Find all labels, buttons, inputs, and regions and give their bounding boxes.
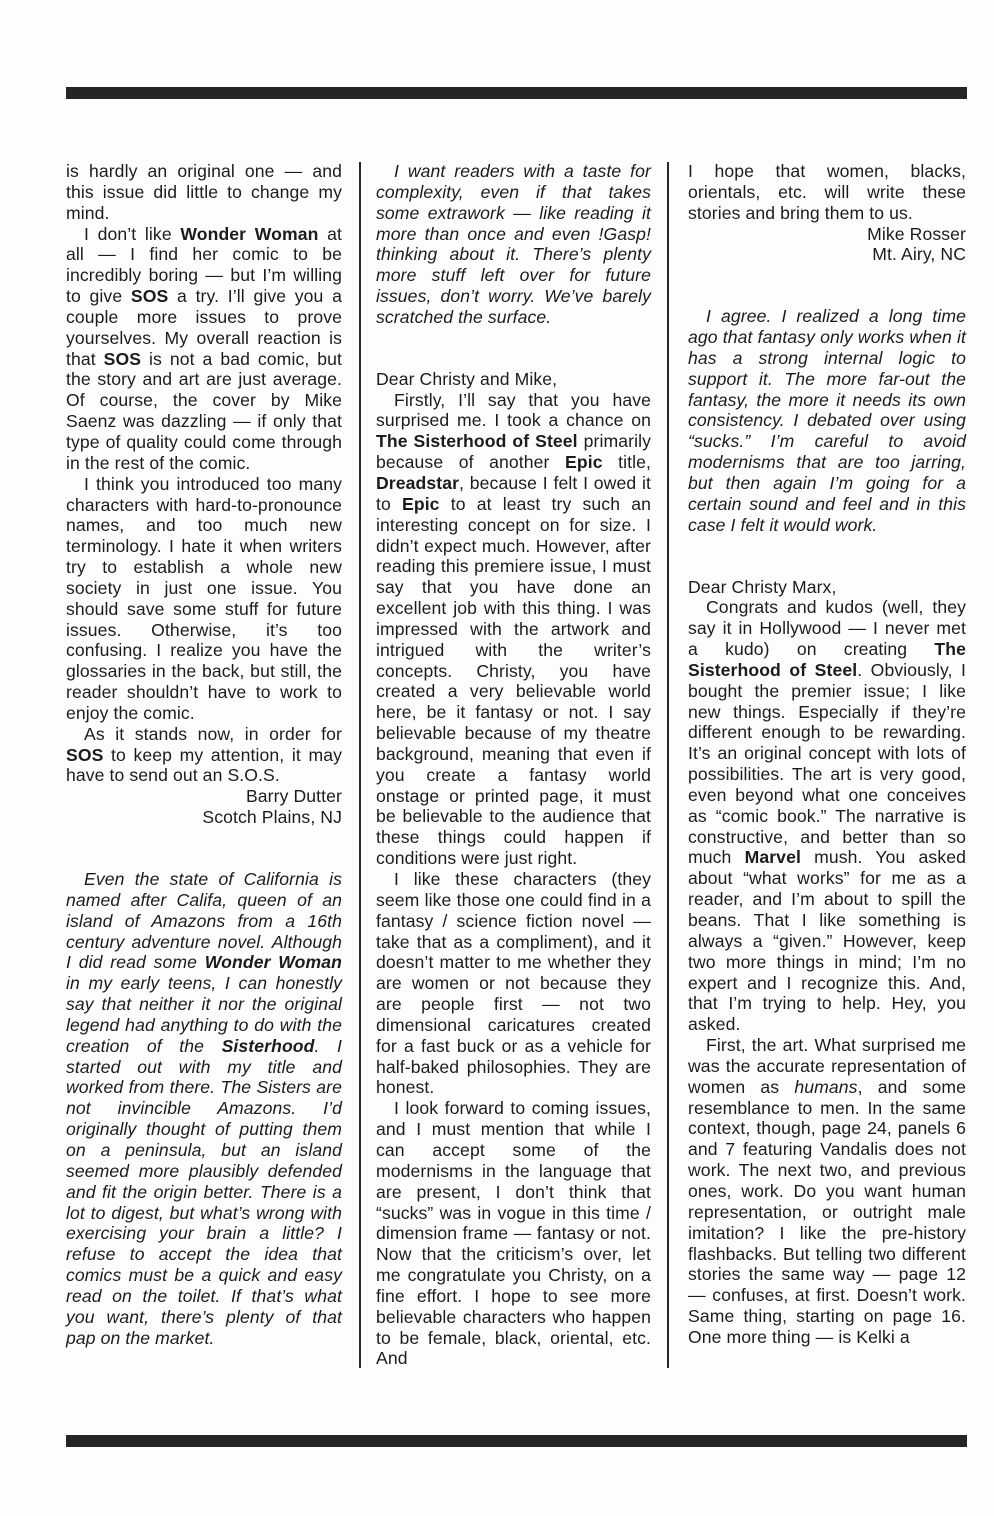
publisher-marvel: Marvel	[744, 847, 801, 868]
letter2-signature-location: Mt. Airy, NC	[872, 244, 966, 265]
title-wonder-woman: Wonder Woman	[180, 223, 319, 244]
column-divider-1	[359, 162, 361, 1368]
editor-reply-2: I agree. I realized a long time ago that fantasy only works when it has a strong internal logic to support it. The more far-out the fantasy, the more it needs its own consistency. I debated over using “sucks.” I’m careful to avoid modernisms that are too jarring, but then again I’m going for a certain sound and feel and in this case I felt it would work.	[688, 306, 966, 535]
title-sos: SOS	[66, 744, 104, 765]
letter1-paragraph-4: As it stands now, in order for SOS to keep my attention, it may have to send out an S.O.S.	[66, 723, 342, 786]
letter3-paragraph-2: First, the art. What surprised me was the accurate representation of women as humans, and some resemblance to men. In the same context, though, page 24, panels 6 and 7 featuring Vandalis does not work. The next two, and previous ones, work. Do you want human representation, or outright male imitation? I like the pre-history flashbacks. But telling two different stories the same way — page 12 — confuses, at first. Doesn’t work. Same thing, starting on page 16. One more thing — is Kelki a	[688, 1035, 966, 1347]
letter2-signature-name: Mike Rosser	[867, 223, 966, 244]
title-sisterhood-of-steel: The Sisterhood of Steel	[376, 431, 578, 452]
letter1-paragraph-2: I don’t like Wonder Woman at all — I find her comic to be incredibly boring — but I’m willing to give SOS a try. I’ll give you a couple more issues to prove yourselves. My overall reaction is that SOS is not a bad comic, but the story and art are just average. Of course, the cover by Mike Saenz was dazzling — if only that type of quality could come through in the rest of the comic.	[66, 223, 343, 473]
title-sos: SOS	[130, 286, 169, 307]
letter1-continuation: is hardly an original one — and this issue did little to change my mind.	[66, 161, 342, 223]
letter2-paragraph-1: Firstly, I’ll say that you have surprised me. I took a chance on The Sisterhood of Steel primarily because of another Epic title, Dreadstar, because I felt I owed it to Epic to at least try such an interesting concept on for size. I didn’t expect much. However, after reading this premiere issue, I must say that you have done an excellent job with this thing. I was impressed with the artwork and intrigued with the writer’s concepts. Christy, you have created a very believable world here, be it fantasy or not. I say believable because of my theatre background, meaning that even if you create a fantasy world onstage or printed page, it must be believable to the audience that these things could happen if conditions were just right.	[376, 389, 651, 869]
letter1-signature-name: Barry Dutter	[245, 786, 342, 807]
column-divider-2	[667, 162, 669, 1368]
letter2-paragraph-3: I look forward to coming issues, and I must mention that while I can accept some of the modernisms in the language that are present, I don’t think that “sucks” was in vogue in this time / dimension frame — fantasy or not. Now that the criticism’s over, let me congratulate you Christy, on a fine effort. I hope to see more believable characters who happen to be female, black, oriental, etc. And	[376, 1098, 651, 1369]
letter2-paragraph-2: I like these characters (they seem like those one could find in a fantasy / science fiction novel — take that as a compliment), and it doesn’t matter to me whether they are women or not because they are people first — not two dimensional caricatures created for a fast buck or as a vehicle for half-baked philosophies. They are honest.	[376, 869, 651, 1098]
letter1-paragraph-3: I think you introduced too many characters with hard-to-pronounce names, and too much new terminology. I hate it when writers try to establish a whole new society in just one issue. You should save some stuff for future issues. Otherwise, it’s too confusing. I realize you have the glossaries in the back, but still, the reader shouldn’t have to work to enjoy the comic.	[66, 473, 342, 723]
publisher-epic: Epic	[565, 452, 603, 473]
editor-reply-1-continued: I want readers with a taste for complexity, even if that takes some extrawork — like reading it more than once and even !Gasp! thinking about it. There’s plenty more stuff left over for future issues, don’t worry. We’ve barely scratched the surface.	[376, 161, 651, 327]
column-2	[376, 161, 651, 1369]
letter3-paragraph-1: Congrats and kudos (well, they say it in Hollywood — I never met a kudo) on creating The Sisterhood of Steel. Obviously, I bought the premier issue; I like new things. Especially if they’re different enough to be rewarding. It’s an original concept with lots of possibilities. The art is very good, even beyond what one conceives as “comic book.” The narrative is constructive, and better than so much Marvel mush. You asked about “what works” for me as a reader, and I’m about to spill the beans. That I like something is always a “given.” However, keep two more things in mind; I’m no expert and I recognize this. And, that I’m trying to help. Hey, you asked.	[688, 597, 966, 1035]
bottom-rule	[66, 1435, 967, 1447]
column-3	[688, 161, 966, 1348]
letter1-signature-location: Scotch Plains, NJ	[202, 807, 342, 828]
letter2-salutation: Dear Christy and Mike,	[376, 368, 558, 389]
top-rule	[66, 87, 967, 99]
publisher-epic: Epic	[402, 493, 440, 514]
title-wonder-woman: Wonder Woman	[204, 952, 342, 973]
column-1	[66, 161, 342, 1348]
editor-reply-1: Even the state of California is named after Califa, queen of an island of Amazons from a 16th century adventure novel. Although I did read some Wonder Woman in my early teens, I can honestly say that neither it nor the original legend had anything to do with the creation of the Sisterhood. I started out with my title and worked from there. The Sisters are not invincible Amazons. I’d originally thought of putting them on a peninsula, but an island seemed more plausibly defended and fit the origin better. There is a lot to digest, but what’s wrong with exercising your brain a little? I refuse to accept the idea that comics must be a quick and easy read on the toilet. If that’s what you want, there’s plenty of that pap on the market.	[66, 869, 342, 1348]
title-sisterhood: Sisterhood	[221, 1035, 315, 1056]
title-sisterhood-of-steel: The Sisterhood of Steel	[688, 639, 966, 680]
letter2-continuation: I hope that women, blacks, orientals, etc. will write these stories and bring them to us.	[688, 161, 966, 223]
emphasis-humans: humans	[794, 1076, 858, 1097]
title-dreadstar: Dreadstar	[376, 472, 460, 493]
title-sos: SOS	[103, 348, 142, 369]
letter3-salutation: Dear Christy Marx,	[688, 576, 837, 597]
